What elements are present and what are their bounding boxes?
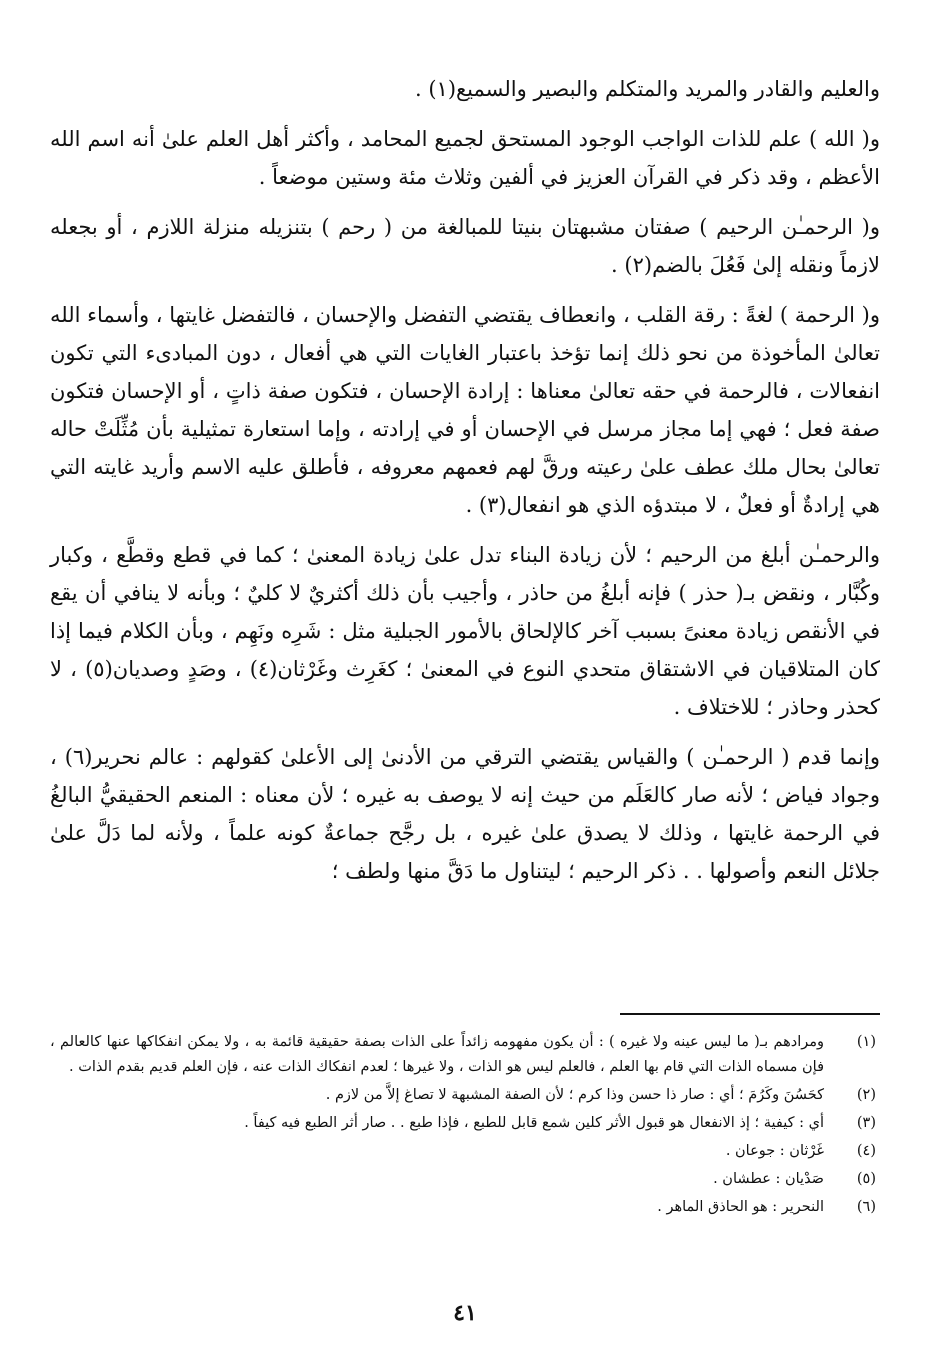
footnote-4	[50, 1139, 880, 1164]
footnote-number: (٣)	[856, 1115, 876, 1131]
footnote-text: كحَسُنَ وكَرُمَ ؛ أي : صار ذا حسن وذا كرم ؛ لأن الصفة المشبهة لا تصاغ إلاَّ من لازم .	[325, 1087, 824, 1103]
footnote-text: ومرادهم بـ( ما ليس عينه ولا غيره ) : أن يكون مفهومه زائداً على الذات بصفة حقيقية قائمة به ، ولا يمكن انفكاكها عنها كالعالم ، فإن مسماه الذات التي قام بها العلم ، فالعلم ليس هو الذات ، ولا غيرها ؛ لعدم انفكاك الذات عنه ، فإن العلم قديم بقدم الذات .	[50, 1034, 824, 1075]
paragraph-5: والرحمـٰن أبلغ من الرحيم ؛ لأن زيادة البناء تدل علىٰ زيادة المعنىٰ ؛ كما في قطع وقطَّع ، وكبار وكُبَّار ، ونقض بـ( حذر ) فإنه أبلغُ من حاذر ، وأجيب بأن ذلك أكثريٌ لا كليٌ ؛ وبأنه لا ينافي أن يقع في الأنقص زيادة معنىً بسبب آخر كالإلحاق بالأمور الجبلية مثل : شَرِه ونَهِم ، وبأن الكلام فيما إذا كان المتلاقيان في الاشتقاق متحدي النوع في المعنىٰ ؛ كغَرِث وغَرْثان(٤) ، وصَدٍ وصديان(٥) ، لا كحذر وحاذر ؛ للاختلاف .	[50, 543, 880, 719]
footnote-5	[50, 1167, 880, 1192]
book-page	[50, 0, 880, 1346]
footnote-number: (٥)	[856, 1171, 876, 1187]
footnote-number: (٢)	[856, 1087, 876, 1103]
footnote-number: (١)	[856, 1034, 876, 1050]
paragraph-4: و( الرحمة ) لغةً : رقة القلب ، وانعطاف يقتضي التفضل والإحسان ، فالتفضل غايتها ، وأسماء الله تعالىٰ المأخوذة من نحو ذلك إنما تؤخذ باعتبار الغايات التي هي أفعال ، دون المبادىء التي تكون انفعالات ، فالرحمة في حقه تعالىٰ معناها : إرادة الإحسان ، فتكون صفة ذاتٍ ، أو الإحسان فتكون صفة فعل ؛ فهي إما مجاز مرسل في الإحسان أو في إرادته ، وإما استعارة تمثيلية بأن مُثِّلَتْ حاله تعالىٰ بحال ملك عطف علىٰ رعيته ورقَّ لهم فعمهم معروفه ، فأطلق عليه الاسم وأريد غايته التي هي إرادةٌ أو فعلٌ ، لا مبتدؤه الذي هو انفعال(٣) .	[50, 303, 880, 517]
page-number: ٤١	[453, 1300, 477, 1326]
main-text	[50, 70, 880, 902]
paragraph-6: وإنما قدم ( الرحمـٰن ) والقياس يقتضي الترقي من الأدنىٰ إلى الأعلىٰ كقولهم : عالم نحرير(٦) ، وجواد فياض ؛ لأنه صار كالعَلَم من حيث إنه لا يوصف به غيره ؛ لأن معناه : المنعم الحقيقيُّ البالغُ في الرحمة غايتها ، وذلك لا يصدق علىٰ غيره ، بل رجَّح جماعةٌ كونه علماً ، ولأنه لما دَلَّ علىٰ جلائل النعم وأصولها . . ذكر الرحيم ؛ ليتناول ما دَقَّ منها ولطف ؛	[50, 745, 880, 883]
footnote-2	[50, 1083, 880, 1108]
footnote-text: أي : كيفية ؛ إذ الانفعال هو قبول الأثر كلين شمع قابل للطبع ، فإذا طبع . . صار أثر الطبع فيه كيفاً .	[244, 1115, 824, 1131]
footnote-text: صَدْيان : عطشان .	[713, 1171, 824, 1187]
footnote-6	[50, 1195, 880, 1220]
footnote-text: غَرْثان : جوعان .	[725, 1143, 824, 1159]
paragraph-2: و( الله ) علم للذات الواجب الوجود المستحق لجميع المحامد ، وأكثر أهل العلم علىٰ أنه اسم الله الأعظم ، وقد ذكر في القرآن العزيز في ألفين وثلاث مئة وستين موضعاً .	[50, 127, 880, 189]
paragraph-3: و( الرحمـٰن الرحيم ) صفتان مشبهتان بنيتا للمبالغة من ( رحم ) بتنزيله منزلة اللازم ، أو بجعله لازماً ونقله إلىٰ فَعُلَ بالضم(٢) .	[50, 215, 880, 277]
footnote-1	[50, 1030, 880, 1080]
footnote-3	[50, 1111, 880, 1136]
footnote-divider	[620, 1013, 880, 1015]
footnotes	[50, 1030, 880, 1223]
paragraph-1: والعليم والقادر والمريد والمتكلم والبصير والسميع(١) .	[414, 77, 880, 101]
footnote-number: (٦)	[856, 1199, 876, 1215]
footnote-text: النحرير : هو الحاذق الماهر .	[657, 1199, 824, 1215]
footnote-number: (٤)	[856, 1143, 876, 1159]
